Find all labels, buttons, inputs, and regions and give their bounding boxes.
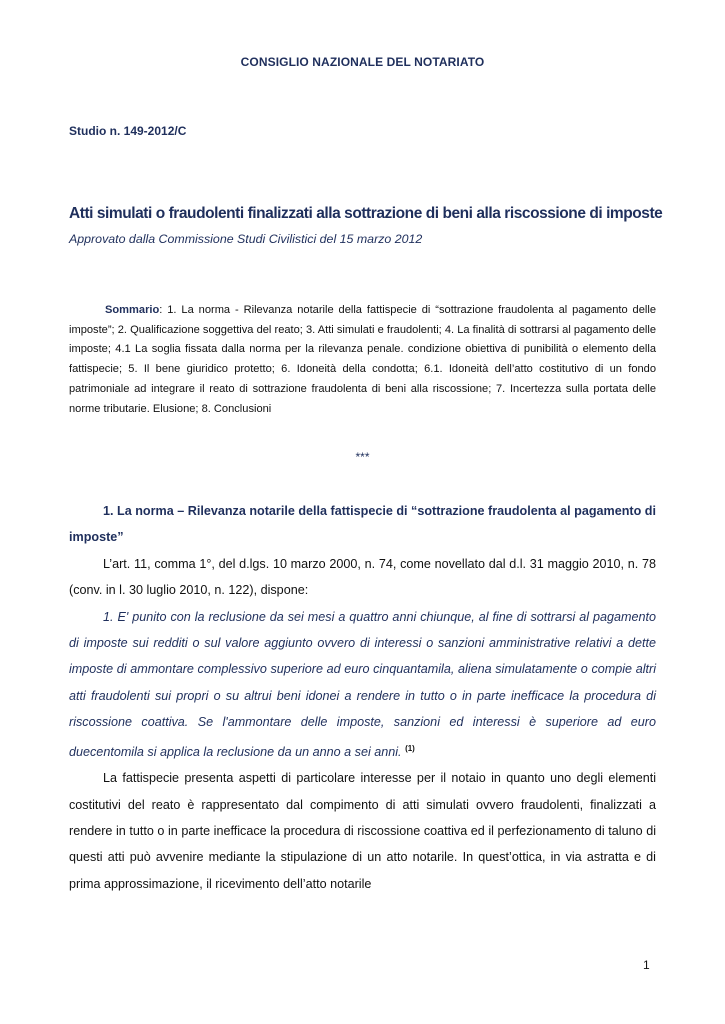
section-separator: *** <box>355 450 370 464</box>
document-title: Atti simulati o fraudolenti finalizzati alla sottrazione di beni alla riscossione di imposte <box>69 205 663 222</box>
summary-text: : 1. La norma - Rilevanza notarile della fattispecie di “sottrazione fraudolenta al pagamento delle imposte”; 2. Qualificazione soggettiva del reato; 3. Atti simulati e fraudolenti; 4. La finalità di sottrarsi al pagamento delle imposte; 4.1 La soglia fissata dalla norma per la rilevanza penale. condizione obiettiva di punibilità o elemento della fattispecie; 5. Il bene giuridico protetto; 6. Idoneità della condotta; 6.1. Idoneità dell’atto costitutivo di un fondo patrimoniale ad integrare il reato di sottrazione fraudolenta di beni alla riscossione; 7. Incertezza sulla portata delle norme tributarie. Elusione; 8. Conclusioni <box>69 304 656 415</box>
page-number: 1 <box>643 958 650 972</box>
summary-block <box>69 301 656 419</box>
approval-note: Approvato dalla Commissione Studi Civilistici del 15 marzo 2012 <box>69 232 423 246</box>
summary-label: Sommario <box>105 304 160 316</box>
footnote-reference[interactable]: (1) <box>405 743 415 753</box>
law-quote-text: 1. E' punito con la reclusione da sei mesi a quattro anni chiunque, al fine di sottrarsi al pagamento di imposte sui redditi o sul valore aggiunto ovvero di interessi o sanzioni amministrative relativi a dette imposte di ammontare complessivo superiore ad euro cinquantamila, aliena simulatamente o compie altri atti fraudolenti sui propri o su altrui beni idonei a rendere in tutto o in parte inefficace la procedura di riscossione coattiva. Se l'ammontare delle imposte, sanzioni ed interessi è superiore ad euro duecentomila si applica la reclusione da un anno a sei anni. <box>69 609 656 759</box>
law-quote <box>69 604 656 766</box>
study-number: Studio n. 149-2012/C <box>69 124 187 138</box>
section-heading: 1. La norma – Rilevanza notarile della fattispecie di “sottrazione fraudolenta al pagamento di imposte” <box>69 504 656 545</box>
intro-paragraph: L’art. 11, comma 1°, del d.lgs. 10 marzo 2000, n. 74, come novellato dal d.l. 31 maggio 2010, n. 78 (conv. in l. 30 luglio 2010, n. 122), dispone: <box>69 556 656 598</box>
organization-header: CONSIGLIO NAZIONALE DEL NOTARIATO <box>240 55 485 69</box>
body-paragraph: La fattispecie presenta aspetti di particolare interesse per il notaio in quanto uno degli elementi costitutivi del reato è rappresentato dal compimento di atti simulati ovvero fraudolenti, finalizzati a rendere in tutto o in parte inefficace la procedura di riscossione coattiva ed il perfezionamento di taluno di questi atti può avvenire mediante la stipulazione di un atto notarile. In quest’ottica, in via astratta e di prima approssimazione, il ricevimento dell’atto notarile <box>69 771 656 891</box>
body-text <box>69 498 656 897</box>
